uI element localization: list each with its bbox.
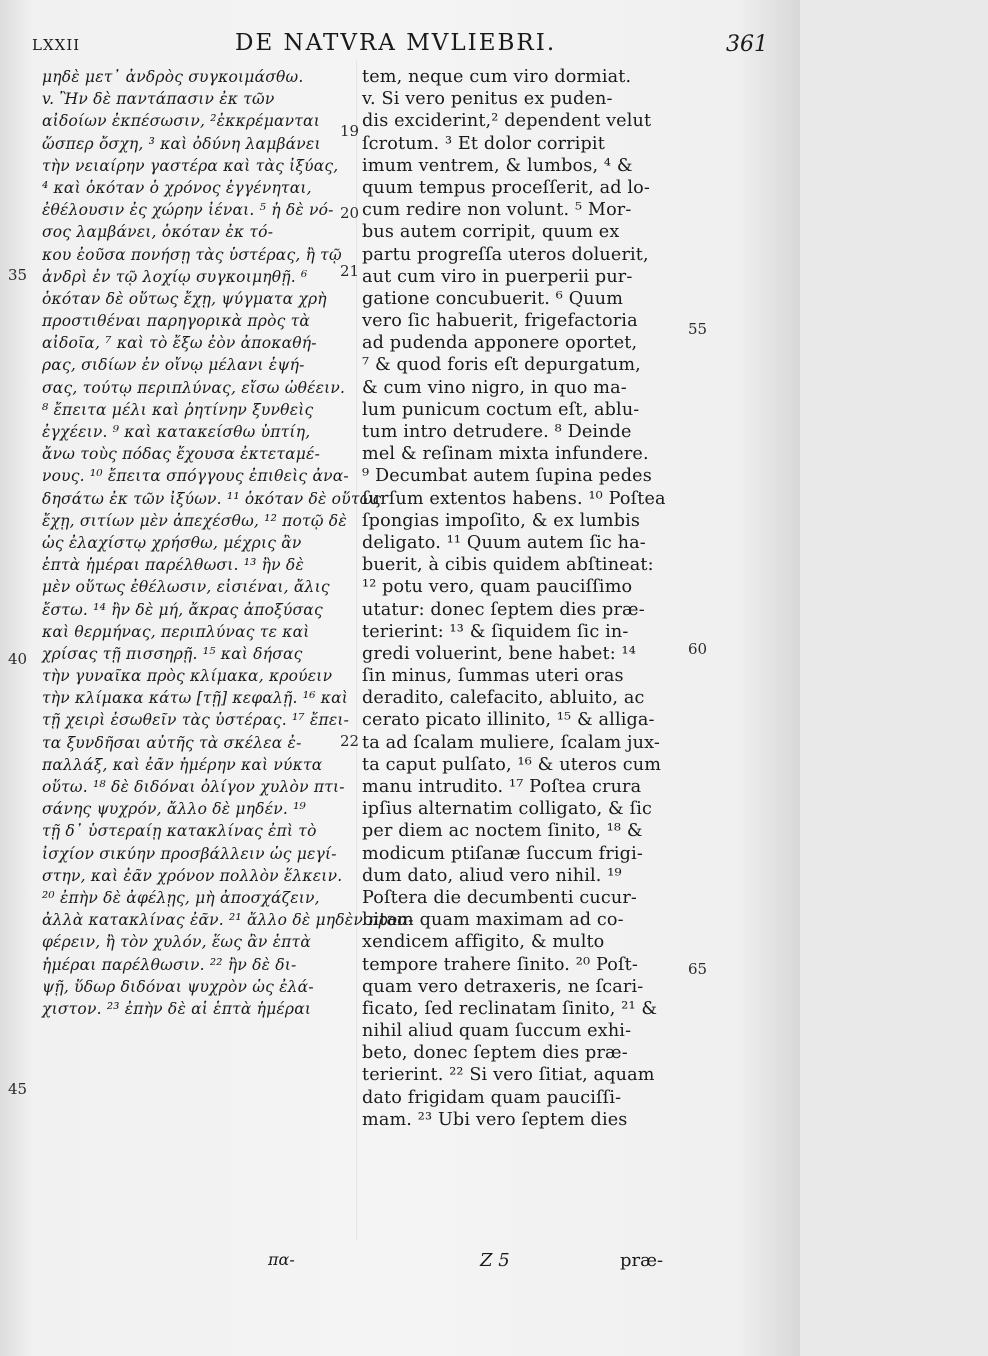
latin-text-line: xendicem affigito, & multo xyxy=(362,932,605,953)
header-signature: LXXII xyxy=(32,36,81,54)
latin-text-line: buerit, à cibis quidem abſtineat: xyxy=(362,555,654,576)
latin-text-line: tem, neque cum viro dormiat. xyxy=(362,67,632,87)
greek-text-line: σος λαμβάνει, ὁκόταν ἐκ τό- xyxy=(42,223,274,242)
greek-text-line: ρας, σιδίων ἐν οἴνῳ μέλανι ἑψή- xyxy=(42,356,305,375)
latin-text-line: terierint: ¹³ & ſiquidem ſic in- xyxy=(362,621,629,642)
latin-text-line: ⁷ & quod foris eſt depurgatum, xyxy=(362,355,641,376)
latin-text-line: Poſtera die decumbenti cucur- xyxy=(362,887,638,908)
greek-text-line: ὡς ἐλαχίστῳ χρήσθω, μέχρις ἂν xyxy=(42,533,302,552)
greek-text-line: ἔχῃ, σιτίων μὲν ἀπεχέσθω, ¹² ποτῷ δὲ xyxy=(42,511,347,530)
margin-line-number-22: 22 xyxy=(340,732,360,750)
greek-text-line: αἰδοίων ἐκπέσωσιν, ²ἐκκρέμανται xyxy=(42,112,320,131)
latin-catchword: præ- xyxy=(620,1250,664,1271)
latin-text-line: dato frigidam quam pauciſſi- xyxy=(362,1087,622,1108)
latin-text-line: ⁹ Decumbat autem ſupina pedes xyxy=(362,466,652,487)
greek-text-line: ⁸ ἔπειτα μέλι καὶ ῥητίνην ξυνθεὶς xyxy=(42,400,314,419)
greek-text-line: σάνης ψυχρόν, ἄλλο δὲ μηδέν. ¹⁹ xyxy=(42,800,306,819)
latin-text-line: utatur: donec ſeptem dies præ- xyxy=(362,599,645,620)
greek-text-line: τα ξυνδῆσαι αὐτῆς τὰ σκέλεα ἐ- xyxy=(42,733,302,752)
latin-text-line: ſin minus, ſummas uteri oras xyxy=(362,666,624,687)
latin-text-line: v. Si vero penitus ex puden- xyxy=(362,89,613,110)
greek-text-line: ὁκόταν δὲ οὕτως ἔχῃ, ψύγματα χρὴ xyxy=(42,289,327,308)
gathering-signature: Z 5 xyxy=(480,1250,510,1271)
greek-text-line: προστιθέναι παρηγορικὰ πρὸς τὰ xyxy=(42,312,311,331)
margin-line-number-60: 60 xyxy=(688,640,708,658)
greek-text-line: ²⁰ ἐπὴν δὲ ἀφέλῃς, μὴ ἀποσχάζειν, xyxy=(42,888,320,907)
latin-text-line: ta caput pulſato, ¹⁶ & uteros cum xyxy=(362,754,662,775)
greek-text-line: δησάτω ἐκ τῶν ἰξύων. ¹¹ ὁκόταν δὲ οὕτως xyxy=(42,489,382,508)
latin-text-line: modicum ptiſanæ ſuccum frigi- xyxy=(362,843,643,864)
greek-text-line: ἔστω. ¹⁴ ἢν δὲ μή, ἄκρας ἀποξύσας xyxy=(42,600,323,619)
greek-text-line: μὲν οὕτως ἐθέλωσιν, εἰσιέναι, ἄλις xyxy=(42,578,330,597)
latin-text-line: gredi voluerint, bene habet: ¹⁴ xyxy=(362,643,636,664)
latin-text-line: manu intrudito. ¹⁷ Poſtea crura xyxy=(362,777,642,797)
latin-text-line: lum punicum coctum eſt, ablu- xyxy=(362,399,640,420)
latin-text-line: tum intro detrudere. ⁸ Deinde xyxy=(362,422,632,442)
greek-text-line: ⁴ καὶ ὁκόταν ὁ χρόνος ἐγγένηται, xyxy=(42,178,312,197)
latin-text-line: aut cum viro in puerperii pur- xyxy=(362,266,633,287)
greek-text-line: μηδὲ μετ᾽ ἀνδρὸς συγκοιμάσθω. xyxy=(42,68,304,86)
greek-text-line: ἐγχέειν. ⁹ καὶ κατακείσθω ὑπτίη, xyxy=(42,423,311,441)
greek-text-line: τῇ δ᾽ ὑστεραίῃ κατακλίνας ἐπὶ τὸ xyxy=(42,822,317,841)
latin-text-line: dum dato, aliud vero nihil. ¹⁹ xyxy=(362,865,622,886)
greek-text-line: νους. ¹⁰ ἔπειτα σπόγγους ἐπιθεὶς ἀνα- xyxy=(42,467,349,486)
latin-text-line: bitam quam maximam ad co- xyxy=(362,910,624,931)
latin-text-line: ad pudenda apponere oportet, xyxy=(362,333,638,354)
latin-text-line: & cum vino nigro, in quo ma- xyxy=(362,377,627,398)
latin-text-line: ſurſum extentos habens. ¹⁰ Poſtea xyxy=(362,488,666,509)
latin-text-line: cum redire non volunt. ⁵ Mor- xyxy=(362,200,632,221)
latin-text-line: per diem ac noctem ſinito, ¹⁸ & xyxy=(362,821,643,842)
running-title: DE NATVRA MVLIEBRI. xyxy=(235,30,557,56)
latin-text-line: ſcrotum. ³ Et dolor corripit xyxy=(362,133,605,154)
greek-text-line: τὴν κλίμακα κάτω [τῇ] κεφαλῇ. ¹⁶ καὶ xyxy=(42,689,349,708)
greek-text-line: ὥσπερ ὄσχη, ³ καὶ ὀδύνη λαμβάνει xyxy=(42,134,321,153)
latin-text-line: gatione concubuerit. ⁶ Quum xyxy=(362,288,624,309)
greek-text-line: κου ἐοῦσα πονήσῃ τὰς ὑστέρας, ἢ τῷ xyxy=(42,245,342,264)
margin-line-number-45: 45 xyxy=(8,1080,28,1098)
latin-text-line: mam. ²³ Ubi vero ſeptem dies xyxy=(362,1109,628,1130)
greek-text-column xyxy=(42,66,414,1020)
greek-text-line: τὴν νειαίρην γαστέρα καὶ τὰς ἰξύας, xyxy=(42,156,339,175)
greek-text-line: ψῇ, ὕδωρ διδόναι ψυχρὸν ὡς ἐλά- xyxy=(42,977,314,996)
greek-text-line: παλλάξ, καὶ ἐᾶν ἡμέρην καὶ νύκτα xyxy=(42,755,323,774)
greek-text-line: ἑπτὰ ἡμέραι παρέλθωσι. ¹³ ἢν δὲ xyxy=(42,556,304,575)
latin-text-line: cerato picato illinito, ¹⁵ & alliga- xyxy=(362,710,655,731)
greek-text-line: ἡμέραι παρέλθωσιν. ²² ἢν δὲ δι- xyxy=(42,955,297,974)
greek-text-line: χιστον. ²³ ἐπὴν δὲ αἱ ἑπτὰ ἡμέραι xyxy=(42,999,312,1018)
margin-line-number-21: 21 xyxy=(340,262,360,280)
latin-text-line: deradito, calefacito, abluito, ac xyxy=(362,688,645,709)
page-header xyxy=(30,30,770,60)
latin-text-line: ipſius alternatim colligato, & ſic xyxy=(362,799,653,820)
latin-text-line: quum tempus proceſſerit, ad lo- xyxy=(362,177,650,198)
greek-text-line: ἄνω τοὺς πόδας ἔχουσα ἐκτεταμέ- xyxy=(42,445,321,464)
latin-text-line: imum ventrem, & lumbos, ⁴ & xyxy=(362,155,633,176)
page-number: 361 xyxy=(726,32,768,57)
margin-line-number-40: 40 xyxy=(8,650,28,668)
latin-text-line: mel & reſinam mixta infundere. xyxy=(362,444,649,465)
latin-text-line: ¹² potu vero, quam pauciſſimo xyxy=(362,577,633,598)
greek-text-line: χρίσας τῇ πισσηρῇ. ¹⁵ καὶ δήσας xyxy=(42,644,303,663)
greek-text-line: ἀλλὰ κατακλίνας ἐᾶν. ²¹ ἄλλο δὲ μηδὲν προσ- xyxy=(42,911,414,930)
latin-text-line: ficato, ſed reclinatam ſinito, ²¹ & xyxy=(362,998,658,1019)
latin-text-line: ta ad ſcalam muliere, ſcalam jux- xyxy=(362,732,660,753)
latin-text-line: terierint. ²² Si vero ſitiat, aquam xyxy=(362,1065,655,1086)
margin-line-number-65: 65 xyxy=(688,960,708,978)
latin-text-line: vero ſic habuerit, frigefactoria xyxy=(362,311,638,332)
latin-text-line: dis exciderint,² dependent velut xyxy=(362,111,652,132)
latin-text-line: bus autem corripit, quum ex xyxy=(362,222,620,243)
greek-text-line: καὶ θερμήνας, περιπλύνας τε καὶ xyxy=(42,622,310,641)
latin-text-line: deligato. ¹¹ Quum autem ſic ha- xyxy=(362,532,646,553)
margin-line-number-19: 19 xyxy=(340,122,360,140)
latin-text-line: beto, donec ſeptem dies præ- xyxy=(362,1043,628,1064)
margin-line-number-20: 20 xyxy=(340,204,360,222)
greek-text-line: ἰσχίον σικύην προσβάλλειν ὡς μεγί- xyxy=(42,844,337,863)
margin-line-number-35: 35 xyxy=(8,266,28,284)
latin-text-line: ſpongias impoſito, & ex lumbis xyxy=(362,510,641,531)
greek-text-line: οὕτω. ¹⁸ δὲ διδόναι ὀλίγον χυλὸν πτι- xyxy=(42,778,345,796)
latin-text-line: quam vero detraxeris, ne ſcari- xyxy=(362,976,644,997)
latin-text-column xyxy=(362,66,684,1131)
greek-text-line: ἐθέλουσιν ἐς χώρην ἰέναι. ⁵ ἡ δὲ νό- xyxy=(42,201,334,220)
latin-text-line: nihil aliud quam ſuccum exhi- xyxy=(362,1021,632,1042)
greek-text-line: ἀνδρὶ ἐν τῷ λοχίῳ συγκοιμηθῇ. ⁶ xyxy=(42,267,308,286)
greek-text-line: τὴν γυναῖκα πρὸς κλίμακα, κρούειν xyxy=(42,667,333,686)
greek-text-line: στην, καὶ ἐᾶν χρόνον πολλὸν ἕλκειν. xyxy=(42,866,343,885)
greek-catchword: πα- xyxy=(268,1250,295,1269)
greek-text-line: φέρειν, ἢ τὸν χυλόν, ἕως ἂν ἑπτὰ xyxy=(42,933,311,952)
latin-text-line: tempore trahere ſinito. ²⁰ Poſt- xyxy=(362,954,638,975)
greek-text-line: v. Ἢν δὲ παντάπασιν ἐκ τῶν xyxy=(42,90,275,109)
latin-text-line: partu progreſſa uteros doluerit, xyxy=(362,244,649,265)
greek-text-line: τῇ χειρὶ ἐσωθεῖν τὰς ὑστέρας. ¹⁷ ἔπει- xyxy=(42,711,350,730)
column-gutter xyxy=(356,60,357,1240)
greek-text-line: αἰδοῖα, ⁷ καὶ τὸ ἔξω ἐὸν ἀποκαθή- xyxy=(42,334,317,353)
greek-text-line: σας, τούτῳ περιπλύνας, εἴσω ὠθέειν. xyxy=(42,378,346,397)
margin-line-number-55: 55 xyxy=(688,320,708,338)
